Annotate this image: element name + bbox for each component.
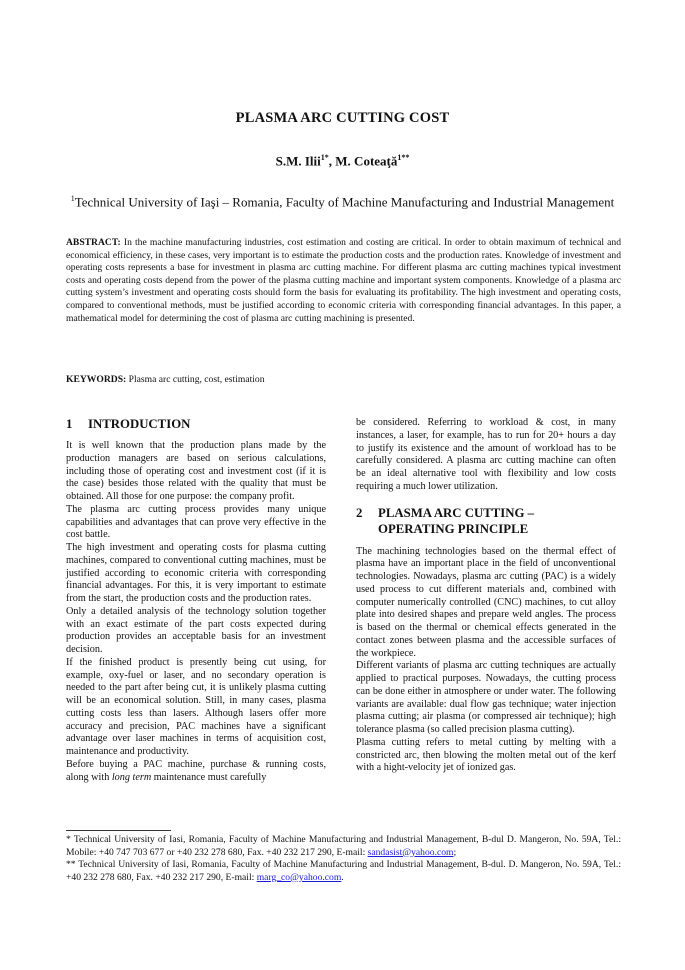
footnote-text: ** Technical University of Iasi, Romania, Faculty of Machine Manufacturing and Industrial Management, B-dul. D. Mangeron, No. 59A, Tel.: +40 232 278 680, Fax. +40 232 217 290, E-mail:: [66, 859, 621, 883]
author-line: [0, 153, 685, 169]
paragraph: It is well known that the production plans made by the production managers are based on serious calculations, including those of operating cost and investment cost (if it is the case) besides those related with the quality that must be obtained. All those for one purpose: the company profit.: [66, 440, 326, 502]
email-link[interactable]: marg_co@yahoo.com: [256, 871, 342, 883]
keywords: [66, 374, 621, 385]
paragraph-text: maintenance must carefully: [151, 771, 267, 783]
abstract: [66, 237, 621, 325]
left-column: [66, 416, 326, 784]
author-2-name: M. Coteaţă: [335, 153, 398, 169]
footnote-text: .: [341, 871, 344, 883]
paragraph: Only a detailed analysis of the technology solution together with an exact estimate of the part costs expected during production provides an acceptable basis for an investment decision.: [66, 605, 326, 655]
section-2-title-line: PLASMA ARC CUTTING –: [378, 505, 535, 520]
paragraph: If the finished product is presently being cut using, for example, oxy-fuel or laser, and no secondary operation is needed to the part after being cut, it is unlikely plasma cutting will be an economical solution. Still, in many cases, plasma cutting costs less than lasers. Although lasers offer more accuracy and precision, PAC machines have a significant advantage over laser machines in terms of acquisition cost, maintenance and productivity.: [66, 656, 326, 757]
author-separator: ,: [328, 153, 336, 169]
footnote: [66, 859, 621, 884]
footnote-text: * Technical University of Iasi, Romania, Faculty of Machine Manufacturing and Industrial Management, B-dul D. Mangeron, No. 59A, Tel.: Mobile: +40 747 703 677 or +40 232 278 680, Fax. +40 232 217 290, E-mail:: [66, 834, 621, 858]
section-2-number: 2: [356, 505, 363, 520]
paragraph-text: Before buying a PAC machine, purchase & running costs, along with: [66, 758, 326, 783]
section-2-title: [378, 505, 534, 537]
paragraph: be considered. Referring to workload & cost, in many instances, a laser, for example, has to run for 20+ hours a day to justify its existence and the amount of workload has to be carefully considered. A plasma arc cutting machine can often be an ideal alternative tool with flexibility and low costs requiring a much lower utilization.: [356, 417, 616, 492]
footnote-text: ;: [453, 846, 457, 858]
footnote-divider: [66, 830, 171, 831]
section-2-heading: [356, 505, 616, 537]
affiliation: [70, 190, 615, 210]
author-1-mark: 1*: [320, 153, 329, 162]
affiliation-mark: 1: [70, 194, 75, 203]
author-1-name: S.M. Ilii: [275, 153, 321, 169]
email-link[interactable]: sandasist@yahoo.com: [367, 846, 454, 858]
author-2-mark: 1**: [397, 153, 410, 162]
paragraph: [66, 759, 326, 785]
keywords-text: Plasma arc cutting, cost, estimation: [126, 374, 265, 385]
section-1-number: 1: [66, 417, 73, 431]
paper-title: PLASMA ARC CUTTING COST: [235, 110, 450, 126]
keywords-label: KEYWORDS:: [66, 374, 127, 385]
paragraph: The plasma arc cutting process provides many unique capabilities and advantages that can prove very effective in the cost battle.: [66, 503, 326, 541]
section-1-heading: [66, 416, 326, 432]
emphasis-text: long term: [111, 771, 152, 783]
paragraph: Plasma cutting refers to metal cutting by melting with a constricted arc, then blowing the molten metal out of the kerf with a hight-velocity jet of ionized gas.: [356, 736, 616, 774]
section-2-title-line: OPERATING PRINCIPLE: [378, 521, 529, 536]
paragraph: The high investment and operating costs for plasma cutting machines, compared to conventional cutting machines, must be justified according to economic criteria with corresponding financial advantages. For this, it is very important to estimate from the start, the production costs and the production rates.: [66, 542, 326, 604]
affiliation-text: Technical University of Iaşi – Romania, Faculty of Machine Manufacturing and Industrial Management: [74, 194, 615, 210]
footnote: [66, 834, 621, 859]
abstract-text: In the machine manufacturing industries, cost estimation and costing are critical. In order to obtain maximum of technical and economical efficiency, in these cases, very important is to estimate the production costs and the production rates. Knowledge of investment and operating costs represents a base for investment in plasma arc cutting machine. For different plasma arc cutting machines typical investment costs and operating costs depend from the power of the plasma cutting machine and important system components. Knowledge of a plasma arc cutting system’s investment and operating costs should form the basis for evaluating its profitability. The high investment and operating costs, compared to conventional methods, must be justified according to economic criteria with corresponding financial advantages. In this paper, a mathematical model for determining the cost of plasma arc cutting machining is presented.: [66, 237, 621, 324]
paragraph: The machining technologies based on the thermal effect of plasma have an important place in the field of unconventional technologies. Nowadays, plasma arc cutting (PAC) is a widely used process to cut different materials and, combined with computer numerically controlled (CNC) machines, to cut alloy plate into desired shapes and prepare weld angles. The process is based on the thermal or chemical effects generated in the contact zones between plasma and the accessible surfaces of the workpiece.: [356, 545, 616, 659]
paragraph: Different variants of plasma arc cutting techniques are actually applied to practical purposes. Nowadays, the cutting process can be done either in atmosphere or under water. The following variants are available: dual flow gas technique; water injection plasma cutting; air plasma (or compressed air technique); high tolerance plasma (so called precision plasma cutting).: [356, 660, 616, 735]
section-1-title: INTRODUCTION: [88, 417, 191, 431]
footnotes: [66, 834, 621, 884]
right-column: [356, 417, 616, 775]
abstract-label: ABSTRACT:: [66, 237, 121, 248]
